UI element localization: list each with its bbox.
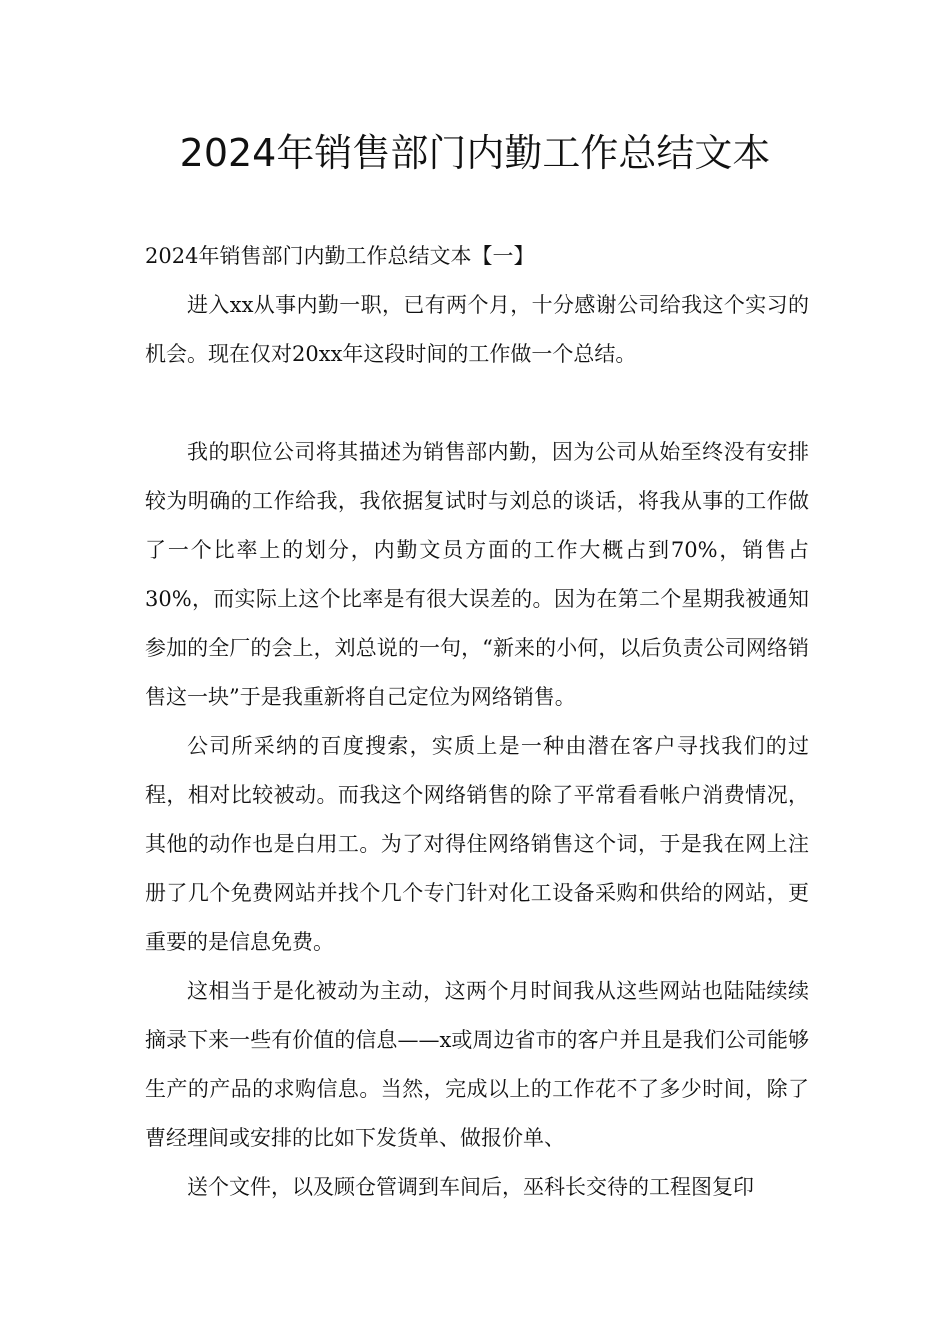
blank-line xyxy=(145,379,809,428)
paragraph-1: 进入xx从事内勤一职，已有两个月，十分感谢公司给我这个实习的机会。现在仅对20xx年这段时间的工作做一个总结。 xyxy=(145,293,809,366)
document-title: 2024年销售部门内勤工作总结文本 xyxy=(179,131,771,175)
paragraph-5: 送个文件，以及顾仓管调到车间后，巫科长交待的工程图复印 xyxy=(187,1175,754,1199)
paragraph-2: 我的职位公司将其描述为销售部内勤，因为公司从始至终没有安排较为明确的工作给我，我依据复试时与刘总的谈话，将我从事的工作做了一个比率上的划分，内勤文员方面的工作大概占到70%，销售占30%，而实际上这个比率是有很大误差的。因为在第二个星期我被通知参加的全厂的会上，刘总说的一句，“新来的小何，以后负责公司网络销售这一块”于是我重新将自己定位为网络销售。 xyxy=(145,440,809,709)
paragraph-4: 这相当于是化被动为主动，这两个月时间我从这些网站也陆陆续续摘录下来一些有价值的信息——x或周边省市的客户并且是我们公司能够生产的产品的求购信息。当然，完成以上的工作花不了多少时间，除了曹经理间或安排的比如下发货单、做报价单、 xyxy=(145,979,809,1150)
document-body xyxy=(145,232,809,1212)
section-subtitle: 2024年销售部门内勤工作总结文本【一】 xyxy=(145,244,535,268)
paragraph-3: 公司所采纳的百度搜索，实质上是一种由潜在客户寻找我们的过程，相对比较被动。而我这个网络销售的除了平常看看帐户消费情况，其他的动作也是白用工。为了对得住网络销售这个词，于是我在网上注册了几个免费网站并找个几个专门针对化工设备采购和供给的网站，更重要的是信息免费。 xyxy=(145,734,809,954)
